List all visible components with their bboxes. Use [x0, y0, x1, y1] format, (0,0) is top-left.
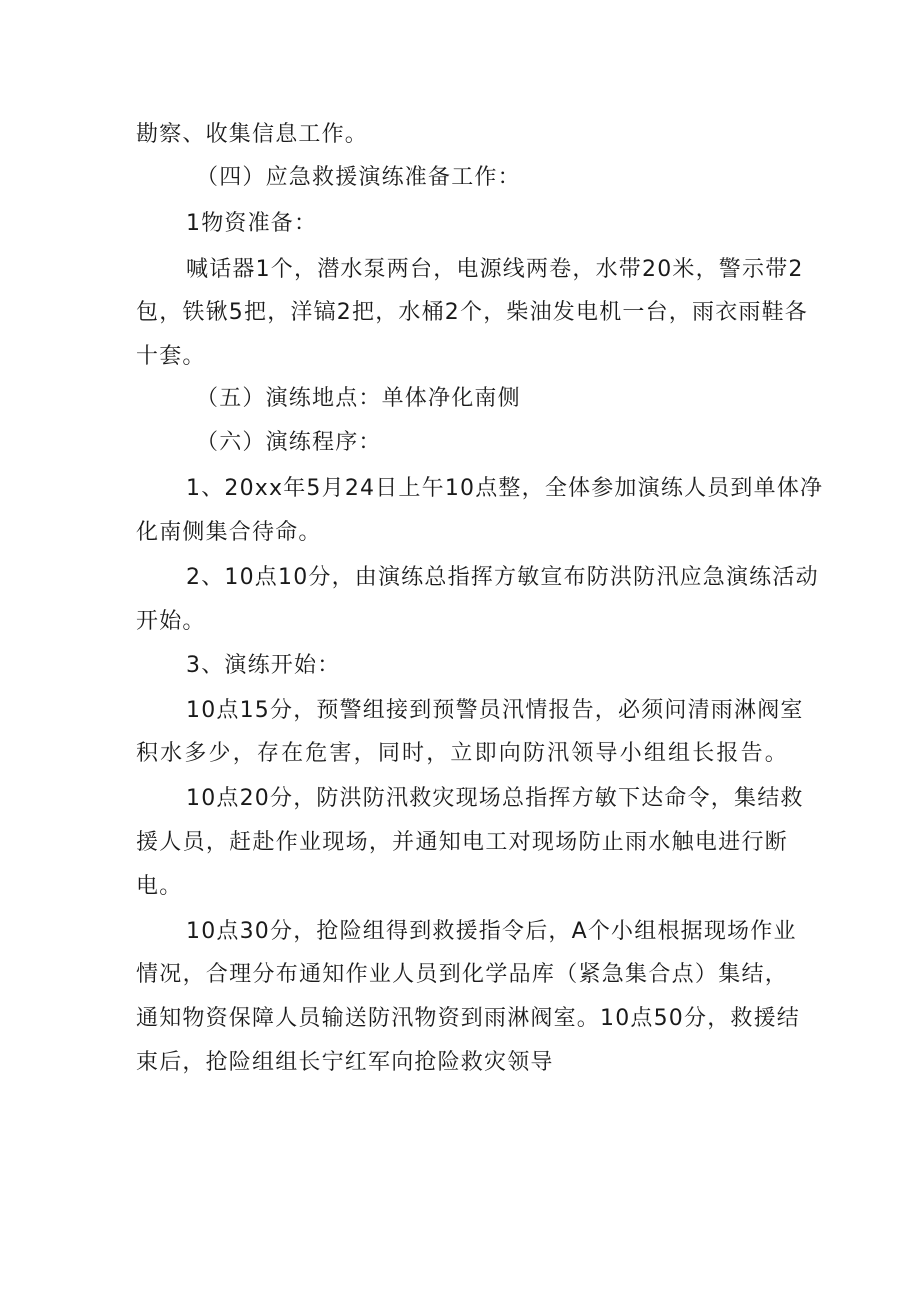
section-heading-4: （四）应急救援演练准备工作：	[196, 165, 521, 190]
text-line-18: 电。	[136, 874, 183, 899]
text-line-4: 喊话器1个，潜水泵两台，电源线两卷，水带20米，警示带2	[186, 257, 804, 282]
text-line-19: 10点30分，抢险组得到救援指令后，A个小组根据现场作业	[186, 919, 797, 944]
text-line-14: 10点15分，预警组接到预警员汛情报告，必须问清雨淋阀室	[186, 698, 804, 723]
text-line-3: 1物资准备：	[186, 211, 318, 236]
text-line-11: 2、10点10分，由演练总指挥方敏宣布防洪防汛应急演练活动	[186, 565, 819, 590]
text-line-13: 3、演练开始：	[186, 653, 341, 678]
section-heading-6: （六）演练程序：	[196, 430, 382, 455]
text-line-10: 化南侧集合待命。	[136, 520, 322, 545]
text-line-5: 包，铁锹5把，洋镐2把，水桶2个，柴油发电机一台，雨衣雨鞋各	[136, 300, 808, 325]
text-line-17: 援人员，赶赴作业现场，并通知电工对现场防止雨水触电进行断	[136, 830, 788, 855]
text-line-22: 束后，抢险组组长宁红军向抢险救灾领导	[136, 1050, 554, 1075]
section-heading-5: （五）演练地点：单体净化南侧	[196, 386, 521, 411]
text-line-12: 开始。	[136, 609, 206, 634]
text-line-16: 10点20分，防洪防汛救灾现场总指挥方敏下达命令，集结救	[186, 786, 804, 811]
text-line-1: 勘察、收集信息工作。	[136, 122, 369, 147]
text-line-6: 十套。	[136, 344, 206, 369]
text-line-15: 积水多少，存在危害，同时，立即向防汛领导小组组长报告。	[136, 741, 788, 766]
text-line-20: 情况，合理分布通知作业人员到化学品库（紧急集合点）集结，	[136, 962, 788, 987]
text-line-9: 1、20xx年5月24日上午10点整，全体参加演练人员到单体净	[186, 476, 824, 501]
text-line-21: 通知物资保障人员输送防汛物资到雨淋阀室。10点50分，救援结	[136, 1006, 800, 1031]
